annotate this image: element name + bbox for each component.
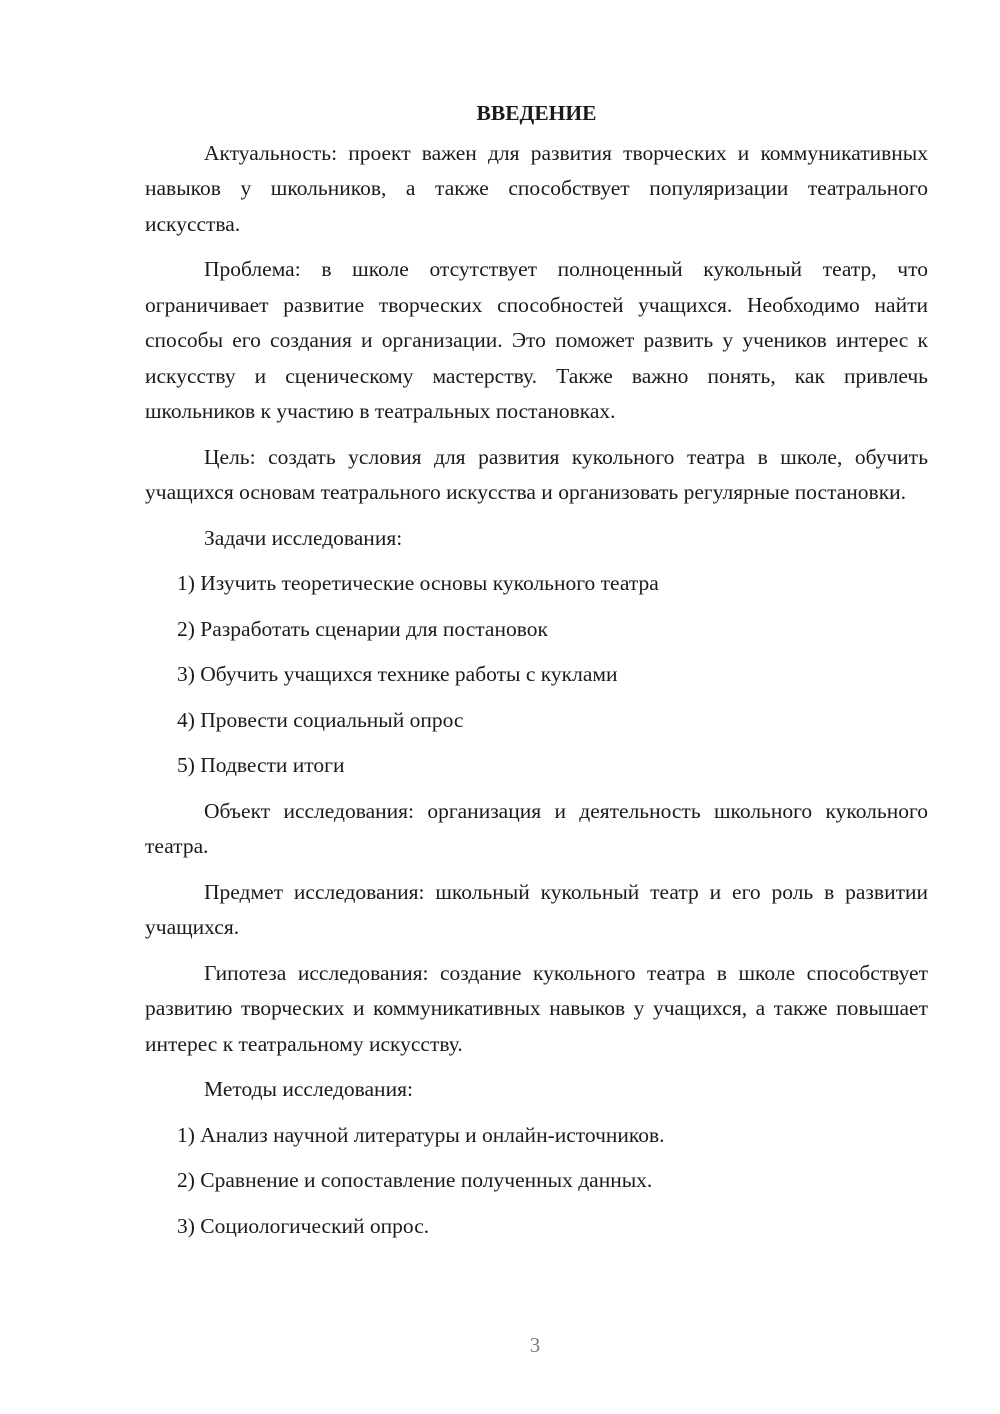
list-item: 2) Сравнение и сопоставление полученных данных. [177, 1168, 653, 1192]
methods-title: Методы исследования: [204, 1077, 413, 1101]
object-paragraph: Объект исследования: организация и деятельность школьного кукольного театра. [145, 798, 928, 858]
relevance-paragraph: Актуальность: проект важен для развития творческих и коммуникативных навыков у школьников, а также способствует популяризации театрального искусства. [145, 140, 928, 236]
list-item: 3) Социологический опрос. [177, 1213, 430, 1238]
tasks-list [145, 566, 928, 784]
list-item: 1) Изучить теоретические основы кукольного театра [177, 571, 659, 595]
subject-paragraph: Предмет исследования: школьный кукольный театр и его роль в развитии учащихся. [145, 879, 928, 939]
list-item: 5) Подвести итоги [177, 753, 345, 777]
methods-list [145, 1118, 928, 1245]
goal-paragraph: Цель: создать условия для развития кукольного театра в школе, обучить учащихся основам театрального искусства и организовать регулярные постановки. [145, 444, 928, 504]
page-number: 3 [529, 1333, 541, 1357]
list-item: 4) Провести социальный опрос [177, 707, 464, 732]
hypothesis-paragraph: Гипотеза исследования: создание кукольного театра в школе способствует развитию творческих и коммуникативных навыков у учащихся, а также повышает интерес к театральному искусству. [145, 960, 928, 1056]
problem-paragraph: Проблема: в школе отсутствует полноценный кукольный театр, что ограничивает развитие творческих способностей учащихся. Необходимо найти способы его создания и организации. Это поможет развить у учеников интерес к искусству и сценическому мастерству. Также важно понять, как привлечь школьников к участию в театральных постановках. [145, 257, 928, 423]
list-item: 1) Анализ научной литературы и онлайн-источников. [177, 1122, 665, 1147]
list-item: 3) Обучить учащихся технике работы с куклами [177, 662, 618, 686]
section-heading: ВВЕДЕНИЕ [476, 101, 597, 125]
list-item: 2) Разработать сценарии для постановок [177, 616, 548, 641]
document-page [145, 96, 928, 1254]
tasks-title: Задачи исследования: [204, 525, 403, 550]
